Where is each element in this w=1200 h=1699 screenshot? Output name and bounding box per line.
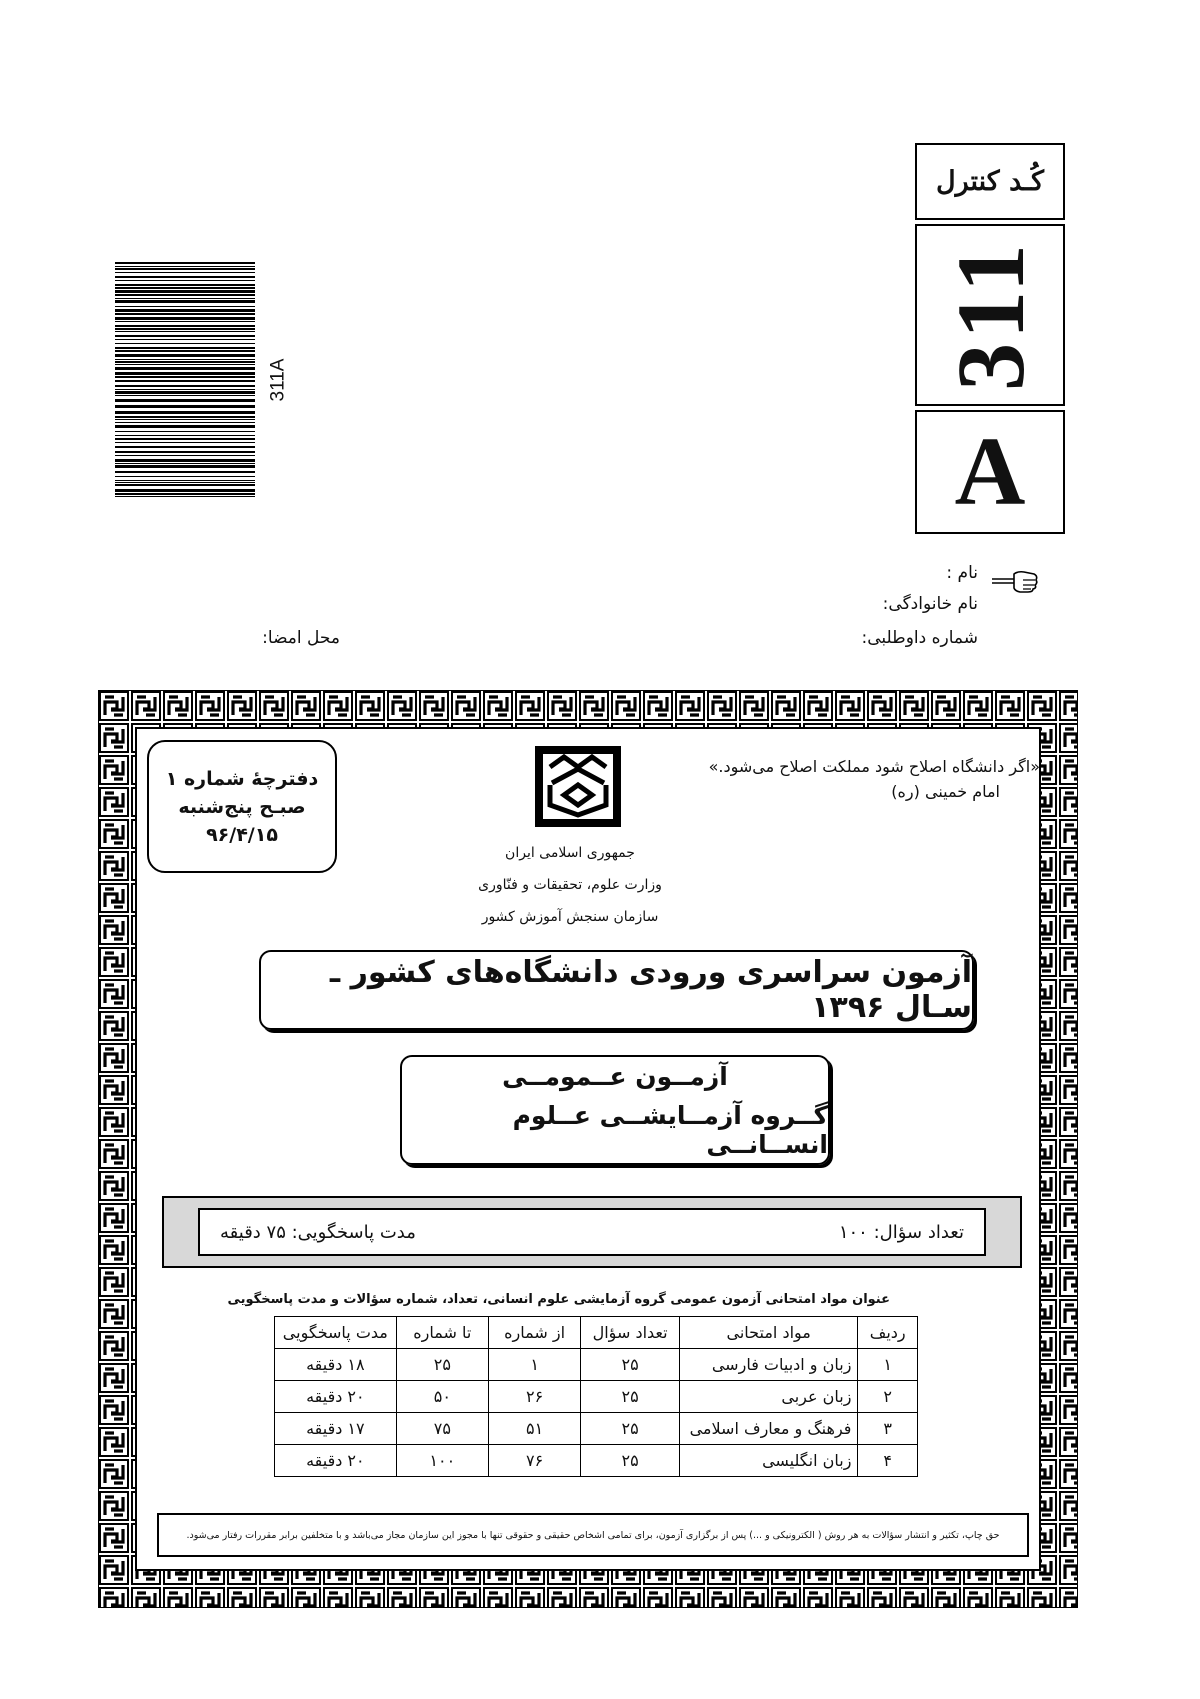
barcode-bar [115,276,255,278]
barcode-bar [115,313,255,315]
to-number-cell: ۲۵ [396,1349,488,1381]
barcode-bar [115,354,255,357]
barcode-bar [115,435,255,436]
from-number-cell: ۲۶ [488,1381,580,1413]
question-count-cell: ۲۵ [581,1349,680,1381]
booklet-number: دفترچهٔ شماره ۱ [165,767,319,790]
barcode-bar [115,298,255,299]
from-number-cell: ۷۶ [488,1445,580,1477]
org-country: جمهوری اسلامی ایران [505,845,635,861]
subject-name: فرهنگ و معارف اسلامی [679,1413,857,1445]
barcode-bar [115,425,255,428]
question-count-cell: ۲۵ [581,1445,680,1477]
barcode-bar [115,335,255,337]
barcode [115,262,255,498]
barcode-bar [115,372,255,375]
exam-subtitle-box [400,1055,830,1165]
booklet-type-letter: A [915,410,1065,534]
barcode-bar [115,465,255,468]
exam-subtitle-group: گــروه آزمــایشــی عــلوم انســانــی [512,1100,828,1159]
booklet-info-box [147,740,337,873]
barcode-bar [115,442,255,443]
to-number-cell: ۷۵ [396,1413,488,1445]
barcode-bar [115,376,255,378]
exam-session: صبـح پنج‌شنبه [178,795,306,818]
header-question-count: تعداد سؤال [581,1317,680,1349]
header-row-number: ردیف [858,1317,918,1349]
barcode-bar [115,300,255,303]
barcode-bar [115,431,255,432]
table-row [275,1445,918,1477]
barcode-bar [115,294,255,296]
signature-field-label: محل امضا: [262,628,340,648]
barcode-bar [115,321,255,322]
barcode-bar [115,496,255,497]
table-row [275,1349,918,1381]
barcode-bar [115,268,255,270]
exam-info-box [198,1208,986,1256]
barcode-bar [115,422,255,423]
subjects-table [274,1316,918,1477]
pointing-hand-icon [990,566,1040,596]
subject-name: زبان و ادبیات فارسی [679,1349,857,1381]
exam-title: آزمون سراسری ورودی دانشگاه‌های کشور ـ سـال ۱۳۹۶ [259,950,974,1030]
duration-cell: ۲۰ دقیقه [275,1445,397,1477]
header-duration: مدت پاسخگویی [275,1317,397,1349]
barcode-bar [115,385,255,387]
control-code-number-box [915,224,1065,406]
exam-date: ۹۶/۴/۱۵ [206,823,278,846]
barcode-bar [115,399,255,402]
barcode-bar [115,364,255,365]
barcode-bar [115,361,255,363]
question-count-cell: ۲۵ [581,1381,680,1413]
duration-cell: ۱۷ دقیقه [275,1413,397,1445]
barcode-bar [115,266,255,267]
table-row [275,1381,918,1413]
barcode-bar [115,350,255,352]
header-subject: مواد امتحانی [679,1317,857,1349]
barcode-text-box [248,350,308,410]
emblem-icon [534,745,622,828]
barcode-bar [115,347,255,349]
control-code-label: کُـد کنترل [915,143,1065,220]
barcode-bar [115,480,255,481]
barcode-bar [115,459,255,462]
table-row [275,1413,918,1445]
exam-subtitle-general: آزمــون عــمومــی [502,1061,728,1091]
barcode-bar [115,446,255,448]
barcode-bar [115,489,255,492]
name-field-label: نام : [946,563,978,583]
to-number-cell: ۱۰۰ [396,1445,488,1477]
question-count: تعداد سؤال: ۱۰۰ [838,1221,964,1243]
row-number: ۲ [858,1381,918,1413]
barcode-bar [115,343,255,344]
barcode-bar [115,359,255,360]
barcode-bar [115,290,255,293]
family-name-field-label: نام خانوادگی: [882,594,978,614]
barcode-bar [115,493,255,495]
barcode-bar [115,419,255,420]
barcode-bar [115,471,255,473]
barcode-bar [115,367,255,370]
org-organization: سازمان سنجش آموزش کشور [481,909,659,925]
row-number: ۴ [858,1445,918,1477]
barcode-bar [115,391,255,394]
candidate-number-field-label: شماره داوطلبی: [861,628,978,648]
control-code-number: 311 [936,239,1044,391]
barcode-bar [115,328,255,330]
barcode-bar [115,463,255,464]
barcode-bar [115,380,255,382]
header-from-number: از شماره [488,1317,580,1349]
answer-duration: مدت پاسخگویی: ۷۵ دقیقه [220,1221,416,1243]
barcode-bar [115,389,255,390]
barcode-bar [115,339,255,340]
barcode-bar [115,262,255,264]
duration-cell: ۲۰ دقیقه [275,1381,397,1413]
barcode-bar [115,451,255,453]
subject-name: زبان انگلیسی [679,1445,857,1477]
table-caption: عنوان مواد امتحانی آزمون عمومی گروه آزمایشی علوم انسانی، تعداد، شماره سؤالات و مدت پاسخگویی [227,1292,890,1307]
barcode-bar [115,484,255,486]
barcode-bar [115,284,255,286]
barcode-bar [115,395,255,396]
barcode-bar [115,482,255,483]
barcode-bar [115,309,255,312]
copyright-notice: حق چاپ، تکثیر و انتشار سؤالات به هر روش ( الکترونیکی و ...) پس از برگزاری آزمون، برای تمامی اشخاص حقیقی و حقوقی تنها با مجوز این سازمان مجاز می‌باشد و با متخلفین برابر مقررات رفتار می‌شود. [157,1513,1029,1557]
barcode-bar [115,455,255,456]
subject-name: زبان عربی [679,1381,857,1413]
question-count-cell: ۲۵ [581,1413,680,1445]
duration-cell: ۱۸ دقیقه [275,1349,397,1381]
barcode-bar [115,272,255,273]
barcode-bar [115,438,255,440]
barcode-bar [115,416,255,418]
row-number: ۱ [858,1349,918,1381]
barcode-bar [115,280,255,281]
barcode-bar [115,411,255,414]
header-to-number: تا شماره [396,1317,488,1349]
quote-text: «اگر دانشگاه اصلاح شود مملکت اصلاح می‌شود.» [708,757,1040,776]
quote-author: امام خمینی (ره) [891,782,1000,801]
barcode-bar [115,476,255,477]
table-header-row [275,1317,918,1349]
to-number-cell: ۵۰ [396,1381,488,1413]
from-number-cell: ۱ [488,1349,580,1381]
org-ministry: وزارت علوم، تحقیقات و فنّاوری [478,877,662,893]
barcode-bar [115,287,255,289]
barcode-bar [115,317,255,320]
barcode-bar [115,405,255,408]
barcode-bar [115,325,255,327]
from-number-cell: ۵۱ [488,1413,580,1445]
barcode-text: 311A [267,358,288,402]
barcode-bar [115,331,255,332]
barcode-bar [115,306,255,307]
quote-block [640,757,1040,801]
row-number: ۳ [858,1413,918,1445]
